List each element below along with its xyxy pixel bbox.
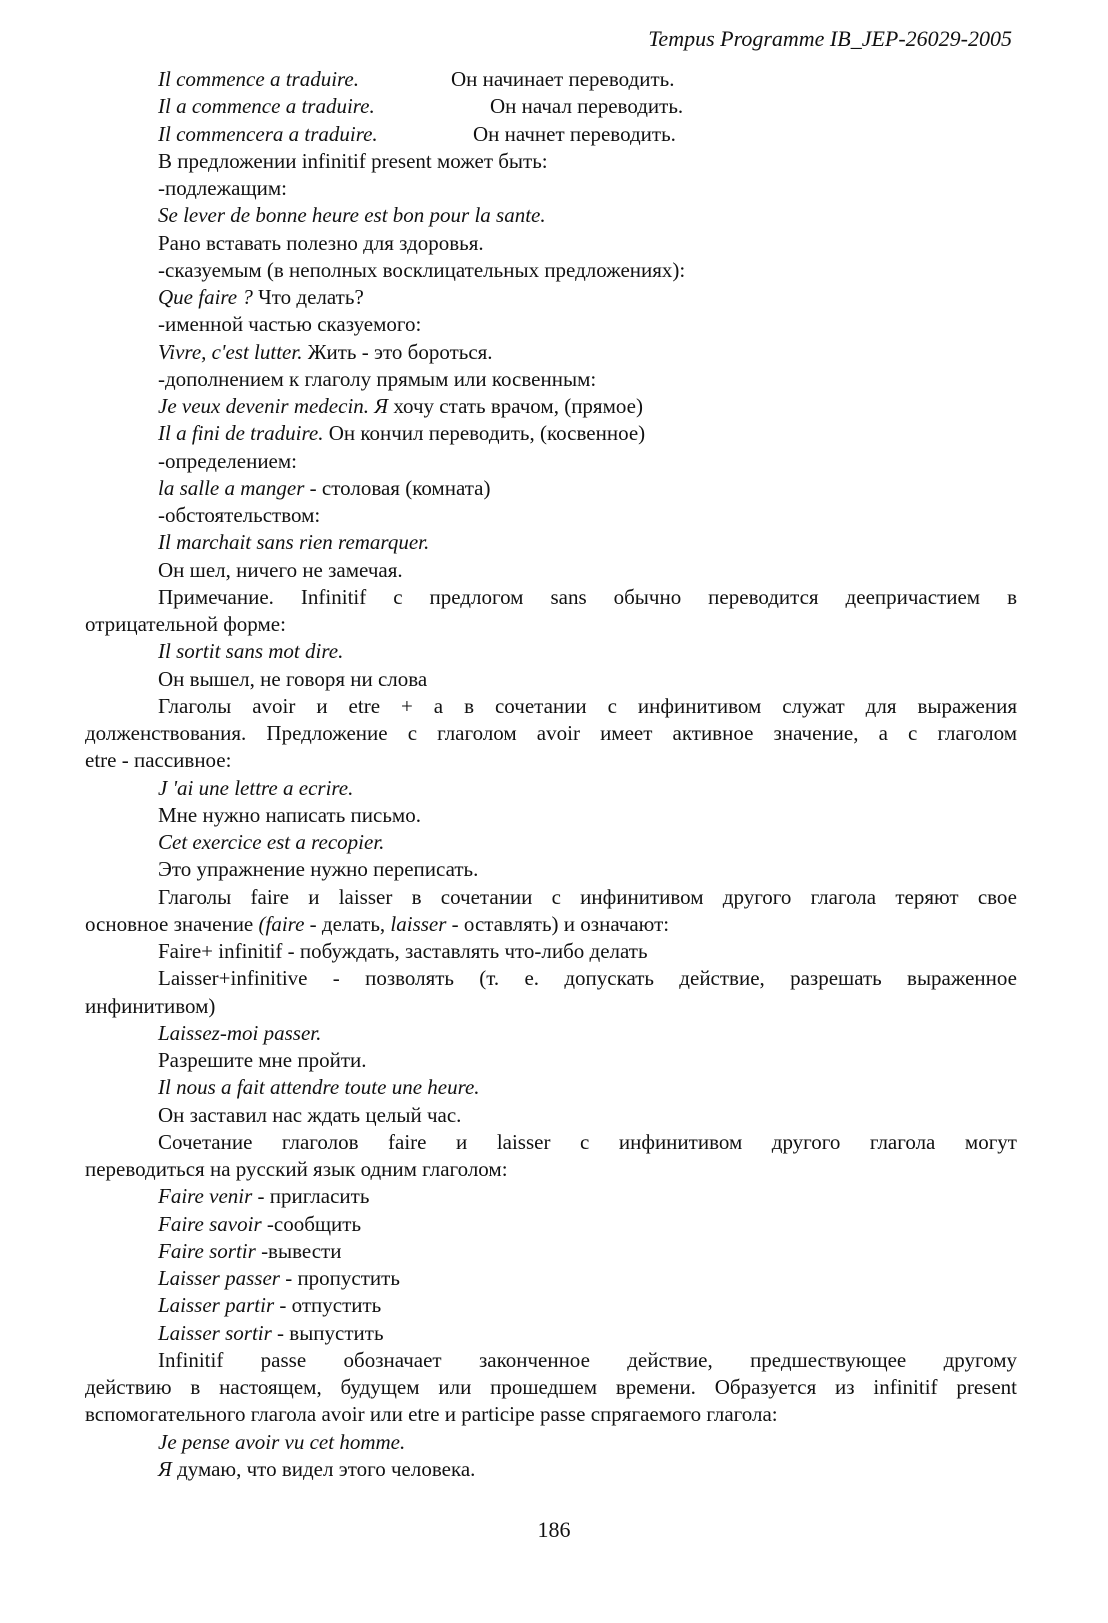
example-row: Я думаю, что видел этого человека. xyxy=(158,1456,476,1481)
text-line: основное значение (faire - делать, laisser - оставлять) и означают: xyxy=(85,911,670,936)
example-row xyxy=(85,1238,1017,1265)
text-line: Infinitif passe обозначает законченное действие, предшествующее другому xyxy=(158,1347,1017,1372)
french-example: Faire sortir xyxy=(158,1238,256,1263)
russian-translation: отпустить xyxy=(286,1293,382,1318)
example-row xyxy=(85,121,1017,148)
text-line: переводиться на русский язык одним глаголом: xyxy=(85,1157,508,1181)
text-line: отрицательной форме: xyxy=(85,612,286,636)
example-row xyxy=(85,1292,1017,1319)
example-row xyxy=(85,1265,1017,1292)
french-example: Vivre, c'est lutter. xyxy=(158,339,303,364)
example-row xyxy=(85,475,1017,502)
french-example: Cet exercice est a recopier. xyxy=(158,830,385,854)
russian-translation: Он кончил переводить, (косвенное) xyxy=(328,421,646,446)
page-body xyxy=(85,66,1017,1483)
russian-translation: -вывести xyxy=(255,1238,342,1263)
example-row xyxy=(85,1211,1017,1238)
text-line: Он заставил нас ждать целый час. xyxy=(158,1102,462,1127)
french-example: Que faire ? xyxy=(158,285,253,309)
example-row xyxy=(85,66,1017,93)
text-line: Сочетание глаголов faire и laisser с инфинитивом другого глагола могут xyxy=(158,1129,1017,1154)
text-line: Это упражнение нужно переписать. xyxy=(158,857,479,882)
text-line: В предложении infinitif present может быть: xyxy=(158,148,548,173)
text-line: Он вышел, не говоря ни слова xyxy=(158,666,428,691)
russian-translation: Он начнет переводить. xyxy=(473,121,676,146)
french-example: Laisser passer - xyxy=(158,1266,293,1290)
french-example: Laissez-moi passer. xyxy=(158,1020,322,1045)
text-line: инфинитивом) xyxy=(85,993,216,1018)
text-line: Глаголы avoir и etre + a в сочетании с инфинитивом служат для выражения xyxy=(158,693,1017,718)
text-line: Laisser+infinitive - позволять (т. е. допускать действие, разрешать выраженное xyxy=(158,966,1017,991)
example-row xyxy=(85,93,1017,120)
french-example: J 'ai une lettre a ecrire. xyxy=(158,775,354,800)
example-row xyxy=(85,1183,1017,1210)
example-row xyxy=(85,393,1017,420)
russian-translation: хочу стать врачом, (прямое) xyxy=(393,394,643,418)
example-row xyxy=(85,1320,1017,1347)
french-example: Il sortit sans mot dire. xyxy=(158,639,344,664)
french-example: Il nous a fait attendre toute une heure. xyxy=(158,1075,480,1100)
text-line: etre - пассивное: xyxy=(85,748,232,773)
french-example: la salle a manger - xyxy=(158,475,317,500)
russian-translation: Он начал переводить. xyxy=(490,94,684,119)
french-example: Faire savoir xyxy=(158,1211,262,1236)
text-line: действию в настоящем, будущем или прошедшем времени. Образуется из infinitif present xyxy=(85,1375,1017,1399)
text-line: Глаголы faire и laisser в сочетании с инфинитивом другого глагола теряют свое xyxy=(158,884,1017,909)
example-row xyxy=(85,284,1017,311)
french-example: Laisser sortir - xyxy=(158,1320,285,1345)
russian-translation: пропустить xyxy=(292,1266,400,1290)
french-example: Il commence a traduire. xyxy=(158,67,359,91)
russian-translation: выпустить xyxy=(284,1320,384,1345)
french-example: Laisser partir - xyxy=(158,1293,287,1318)
russian-translation: пригласить xyxy=(264,1184,370,1209)
text-line: -именной частью сказуемого: xyxy=(158,312,422,337)
russian-translation: Он начинает переводить. xyxy=(451,67,675,91)
russian-translation: Жить - это бороться. xyxy=(307,339,493,364)
text-line: -определением: xyxy=(158,448,298,473)
text-line: Рано вставать полезно для здоровья. xyxy=(158,230,484,255)
text-line: Мне нужно написать письмо. xyxy=(158,802,421,827)
french-example: Il marchait sans rien remarquer. xyxy=(158,530,430,555)
page-number: 186 xyxy=(537,1517,571,1542)
text-line: -обстоятельством: xyxy=(158,503,321,527)
text-line: Он шел, ничего не замечая. xyxy=(158,557,403,582)
french-example: Il a fini de traduire. xyxy=(158,421,324,446)
example-row xyxy=(85,420,1017,447)
french-example: Je veux devenir medecin. Я xyxy=(158,394,389,418)
french-example: Faire venir - xyxy=(158,1184,265,1209)
russian-translation: столовая (комната) xyxy=(321,475,491,500)
text-line: Faire+ infinitif - побуждать, заставлять что-либо делать xyxy=(158,939,648,963)
text-line: -подлежащим: xyxy=(158,176,287,200)
text-line: -дополнением к глаголу прямым или косвенным: xyxy=(158,366,597,391)
text-line: -сказуемым (в неполных восклицательных предложениях): xyxy=(158,257,686,282)
french-example: Je pense avoir vu cet homme. xyxy=(158,1429,406,1454)
text-line: долженствования. Предложение с глаголом avoir имеет активное значение, а с глаголом xyxy=(85,721,1017,745)
russian-translation: думаю, что видел этого человека. xyxy=(171,1456,476,1481)
text-line: вспомогательного глагола avoir или etre и participe passe спрягаемого глагола: xyxy=(85,1402,778,1427)
french-example: Il a commence a traduire. xyxy=(158,94,375,119)
french-example: Il commencera a traduire. xyxy=(158,121,378,146)
running-header: Tempus Programme IB_JEP-26029-2005 xyxy=(648,26,1012,51)
russian-translation: Что делать? xyxy=(258,285,364,309)
example-row xyxy=(85,339,1017,366)
russian-translation: -сообщить xyxy=(261,1211,362,1236)
text-line: Разрешите мне пройти. xyxy=(158,1048,367,1072)
text-line: Примечание. Infinitif с предлогом sans обычно переводится деепричастием в xyxy=(158,584,1017,609)
french-example: Se lever de bonne heure est bon pour la sante. xyxy=(158,203,546,228)
